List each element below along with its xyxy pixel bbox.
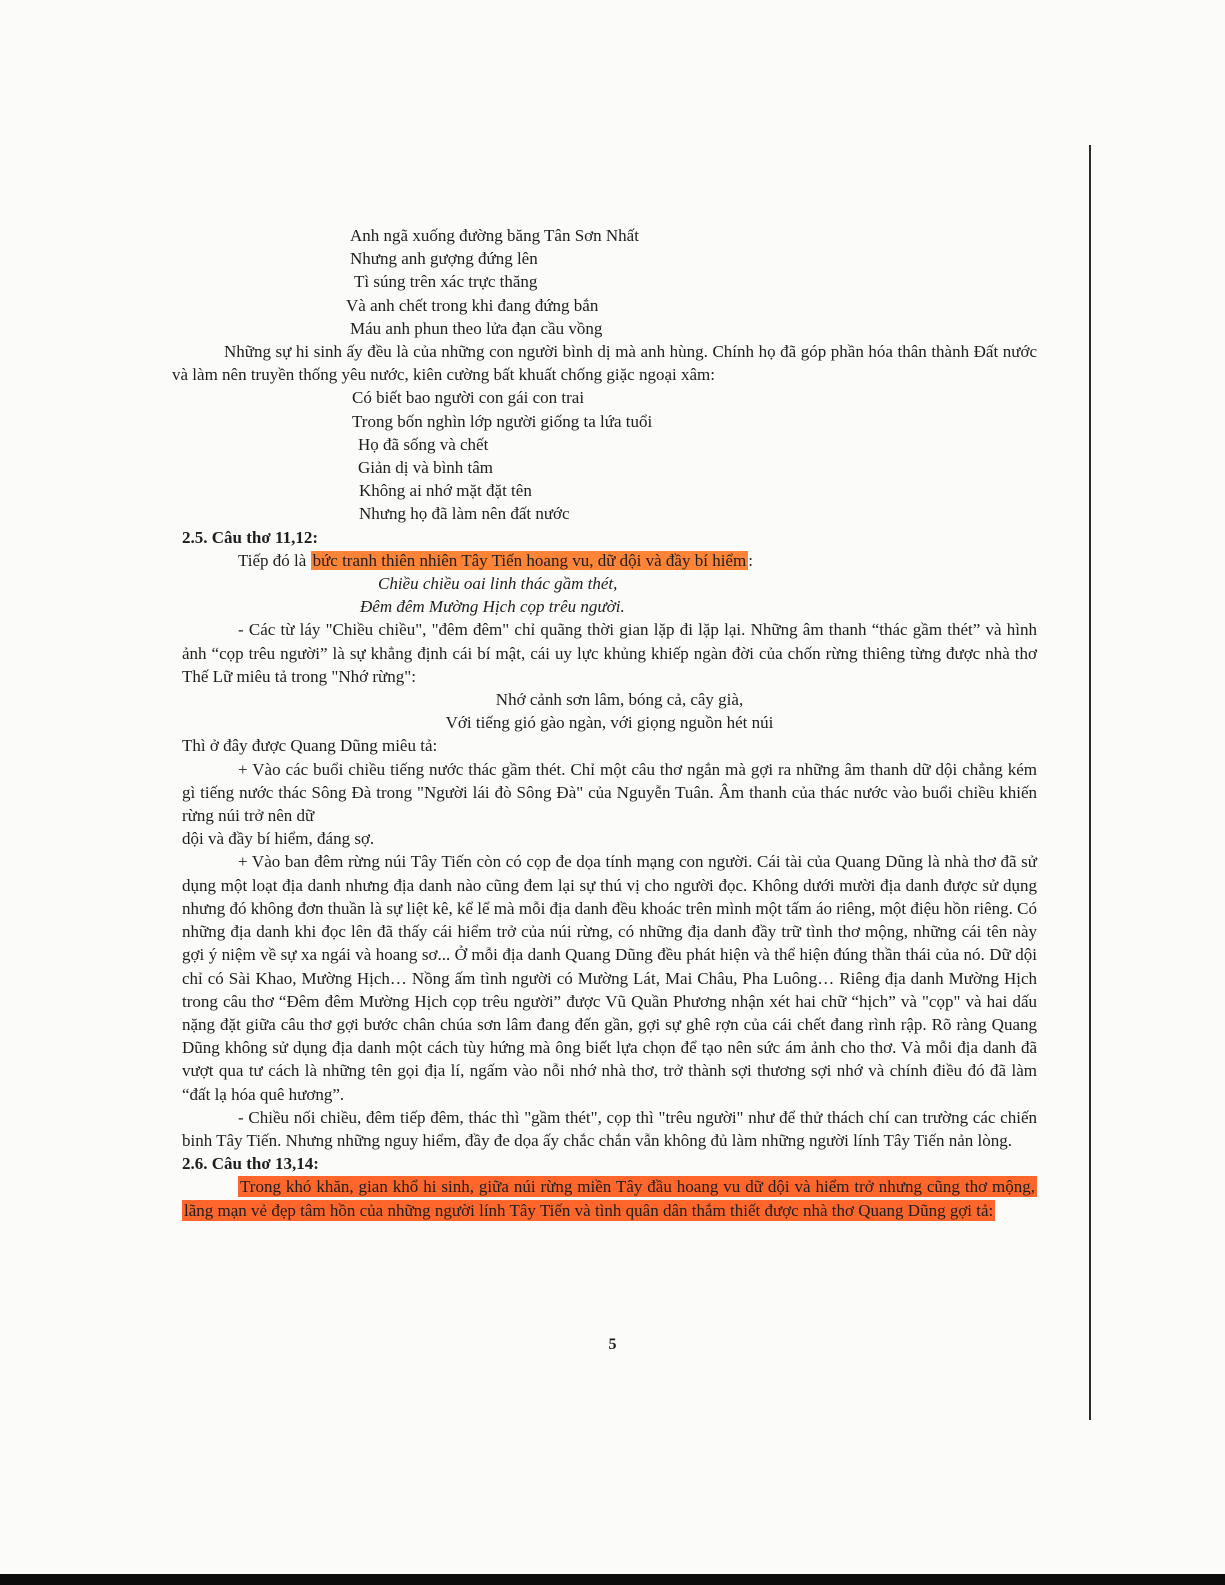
document-page (172, 224, 1037, 1222)
scan-edge-line (1089, 145, 1091, 1420)
poem-line: Với tiếng gió gào ngàn, với giọng nguồn hét núi (445, 713, 774, 733)
poem-line: Đêm đêm Mường Hịch cọp trêu người. (360, 597, 625, 617)
paragraph: - Các từ láy "Chiều chiều", "đêm đêm" chỉ quãng thời gian lặp đi lặp lại. Những âm thanh “thác gầm thét” và hình ảnh “cọp trêu người” là sự khẳng định cái bí mật, cái uy lực khủng khiếp ngàn đời của chốn rừng thiêng từng được nhà thơ Thế Lữ miêu tả trong "Nhớ rừng": (182, 620, 1037, 686)
page-number: 5 (608, 1336, 617, 1353)
section-heading-2-6: 2.6. Câu thơ 13,14: (182, 1154, 319, 1174)
intro-text-end: : (748, 550, 753, 570)
poem-line: Máu anh phun theo lửa đạn cầu vồng (350, 318, 603, 338)
paragraph-intro-2-5 (182, 549, 1037, 572)
intro-text: Tiếp đó là (238, 550, 311, 570)
poem-block-2 (182, 386, 1037, 525)
paragraph-highlighted (182, 1175, 1037, 1221)
poem-line: Và anh chết trong khi đang đứng bắn (346, 295, 599, 315)
highlighted-text: Trong khó khăn, gian khổ hi sinh, giữa núi rừng miền Tây đầu hoang vu dữ dội và hiểm trở nhưng cũng thơ mộng, lãng mạn vẻ đẹp tâm hồn của những người lính Tây Tiến và tình quân dân thắm thiết được nhà thơ Quang Dũng gợi tả: (184, 1177, 1035, 1220)
paragraph: + Vào các buổi chiều tiếng nước thác gầm thét. Chỉ một câu thơ ngắn mà gợi ra những âm thanh dữ dội chẳng kém gì tiếng nước thác Sông Đà trong "Người lái đò Sông Đà" của Nguyễn Tuân. Âm thanh của thác nước vào buổi chiều khiến rừng núi trở nên dữ (182, 759, 1037, 826)
poem-block-1 (182, 224, 1037, 340)
poem-line: Không ai nhớ mặt đặt tên (359, 481, 532, 501)
poem-line: Tì súng trên xác trực thăng (354, 272, 538, 292)
poem-line: Nhớ cảnh sơn lâm, bóng cả, cây già, (495, 690, 744, 710)
poem-line: Nhưng họ đã làm nên đất nước (359, 504, 570, 524)
paragraph: - Chiều nối chiều, đêm tiếp đêm, thác thì "gầm thét", cọp thì "trêu người" như để thử thách chí can trường các chiến binh Tây Tiến. Nhưng những nguy hiểm, đầy đe dọa ấy chắc chắn vẫn không đủ làm những người lính Tây Tiến nản lòng. (182, 1107, 1037, 1150)
scan-bottom-edge (0, 1574, 1225, 1585)
poem-block-4 (182, 688, 1037, 734)
poem-line: Giản dị và bình tâm (358, 458, 494, 478)
poem-line: Họ đã sống và chết (358, 434, 489, 454)
poem-line: Trong bốn nghìn lớp người giống ta lứa tuổi (352, 411, 653, 431)
paragraph: Thì ở đây được Quang Dũng miêu tả: (182, 736, 438, 756)
paragraph: + Vào ban đêm rừng núi Tây Tiến còn có cọp đe dọa tính mạng con người. Cái tài của Quang Dũng là nhà thơ đã sử dụng một loạt địa danh nhưng địa danh nào cũng đem lại sự thú vị cho người đọc. Không dưới mười địa danh được sử dụng nhưng đó không đơn thuần là sự liệt kê, kể lể mà mỗi địa danh đều khoác trên mình một tấm áo riêng, một điệu hồn riêng. Có những địa danh khi đọc lên đã thấy cái hiểm trở của núi rừng, có những địa danh đầy trữ tình thơ mộng, những cái tên này gợi ý niệm về sự xa ngái và hoang sơ... Ở mỗi địa danh Quang Dũng đều phát hiện và thể hiện đúng thần thái của nó. Dữ dội chỉ có Sài Khao, Mường Hịch… Nồng ấm tình người có Mường Lát, Mai Châu, Pha Luông… Riêng địa danh Mường Hịch trong câu thơ “Đêm đêm Mường Hịch cọp trêu người” được Vũ Quần Phương nhận xét hai chữ “hịch” và "cọp" và hai dấu nặng đặt giữa câu thơ gợi bước chân chúa sơn lâm đang đến gần, gợi sự ghê rợn của cái chết đang rình rập. Rõ ràng Quang Dũng không sử dụng địa danh một cách tùy hứng mà ông biết lựa chọn để tạo nên sức ám ảnh cho thơ. Và mỗi địa danh đã vượt qua tư cách là những tên gọi địa lí, ngấm vào nỗi nhớ nhà thơ, trở thành sợi thương sợi nhớ và chính điều đó đã làm “đất lạ hóa quê hương”. (182, 852, 1037, 1104)
highlighted-text: bức tranh thiên nhiên Tây Tiến hoang vu, dữ dội và đầy bí hiểm (312, 550, 747, 570)
paragraph: dội và đầy bí hiểm, đáng sợ. (182, 829, 375, 849)
poem-line: Anh ngã xuống đường băng Tân Sơn Nhất (350, 226, 639, 245)
poem-line: Nhưng anh gượng đứng lên (350, 249, 538, 269)
poem-block-3 (182, 572, 1037, 618)
section-heading-2-5: 2.5. Câu thơ 11,12: (182, 527, 318, 547)
poem-line: Có biết bao người con gái con trai (352, 388, 585, 408)
poem-line: Chiều chiều oai linh thác gầm thét, (378, 574, 618, 594)
paragraph: Những sự hi sinh ấy đều là của những con người bình dị mà anh hùng. Chính họ đã góp phần hóa thân thành Đất nước và làm nên truyền thống yêu nước, kiên cường bất khuất chống giặc ngoại xâm: (172, 342, 1037, 385)
